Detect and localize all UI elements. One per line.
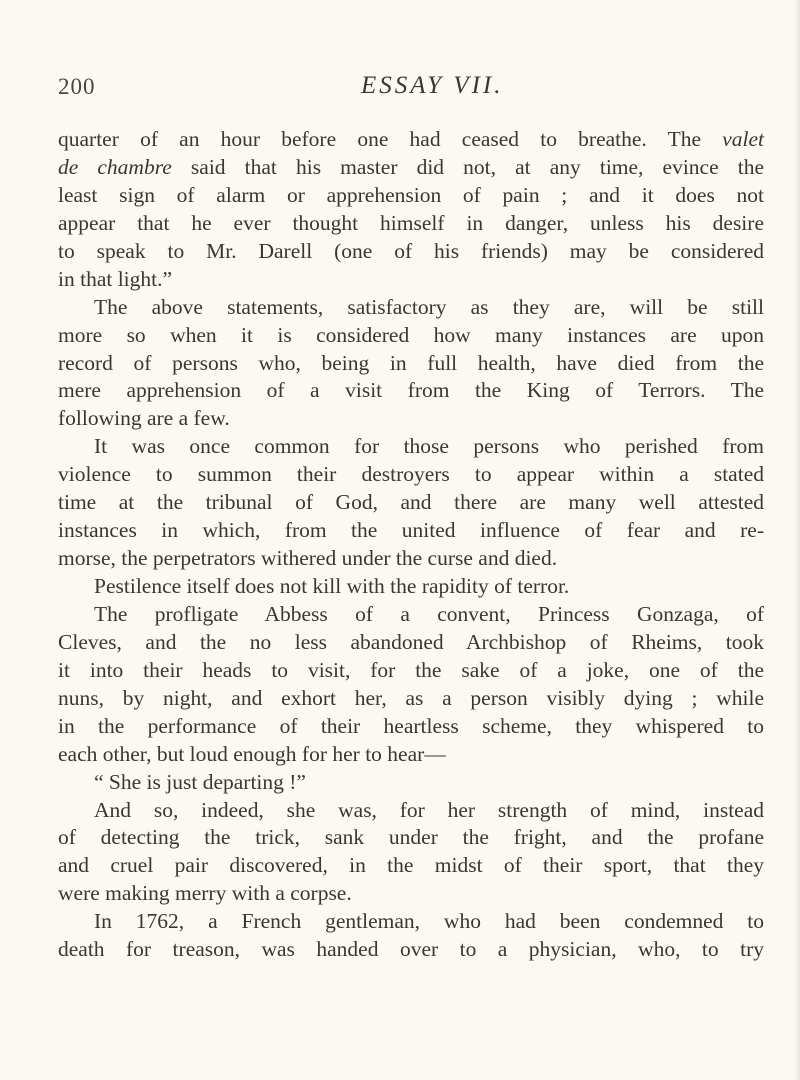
text-line-24: “ She is just departing !” — [94, 769, 306, 794]
text-line-2 — [58, 154, 764, 182]
text-line-16: morse, the perpetrators withered under the curse and died. — [58, 546, 558, 571]
text-segment: quarter of an hour before one had ceased to breathe. The — [58, 127, 723, 151]
text-line-4: appear that he ever thought himself in danger, unless his desire — [58, 210, 764, 235]
text-line-22: in the performance of their heartless scheme, they whispered to — [58, 713, 764, 738]
text-line-7: The above statements, satisfactory as they are, will be still — [94, 294, 764, 319]
text-segment: said that his master did not, at any time, evince the — [171, 154, 764, 179]
text-line-10: mere apprehension of a visit from the King of Terrors. The — [58, 378, 764, 403]
running-head — [58, 74, 758, 106]
text-line-19: Cleves, and the no less abandoned Archbishop of Rheims, took — [58, 629, 764, 654]
text-line-18: The profligate Abbess of a convent, Princess Gonzaga, of — [94, 601, 764, 626]
text-line-27: and cruel pair discovered, in the midst of their sport, that they — [58, 853, 764, 878]
essay-title: ESSAY VII. — [361, 72, 504, 99]
text-line-29: In 1762, a French gentleman, who had been condemned to — [94, 909, 764, 934]
text-line-28: were making merry with a corpse. — [58, 881, 352, 906]
text-line-15: instances in which, from the united influence of fear and re- — [58, 518, 764, 543]
text-line-30: death for treason, was handed over to a physician, who, to try — [58, 937, 764, 962]
text-line-11: following are a few. — [58, 406, 230, 431]
page-edge-shadow — [794, 0, 800, 1080]
text-line-25: And so, indeed, she was, for her strength of mind, instead — [94, 797, 764, 822]
text-line-26: of detecting the trick, sank under the fright, and the profane — [58, 825, 764, 850]
body-text — [58, 126, 764, 964]
text-line-6: in that light.” — [58, 266, 173, 291]
text-line-9: record of persons who, being in full health, have died from the — [58, 350, 764, 375]
italic-term: de chambre — [58, 154, 172, 179]
text-line-8: more so when it is considered how many instances are upon — [58, 322, 764, 347]
text-line-23: each other, but loud enough for her to hear— — [58, 741, 446, 766]
text-line-17: Pestilence itself does not kill with the rapidity of terror. — [94, 574, 570, 598]
italic-term: valet — [722, 127, 764, 151]
text-line-21: nuns, by night, and exhort her, as a person visibly dying ; while — [58, 685, 764, 710]
page-number: 200 — [58, 74, 96, 99]
text-line-3: least sign of alarm or apprehension of pain ; and it does not — [58, 182, 764, 207]
text-line-12: It was once common for those persons who perished from — [94, 434, 764, 459]
text-line-20: it into their heads to visit, for the sake of a joke, one of the — [58, 657, 764, 682]
text-line-5: to speak to Mr. Darell (one of his friends) may be considered — [58, 238, 764, 263]
text-line-1 — [58, 126, 764, 154]
text-line-13: violence to summon their destroyers to appear within a stated — [58, 462, 764, 487]
text-line-14: time at the tribunal of God, and there are many well attested — [58, 490, 764, 515]
